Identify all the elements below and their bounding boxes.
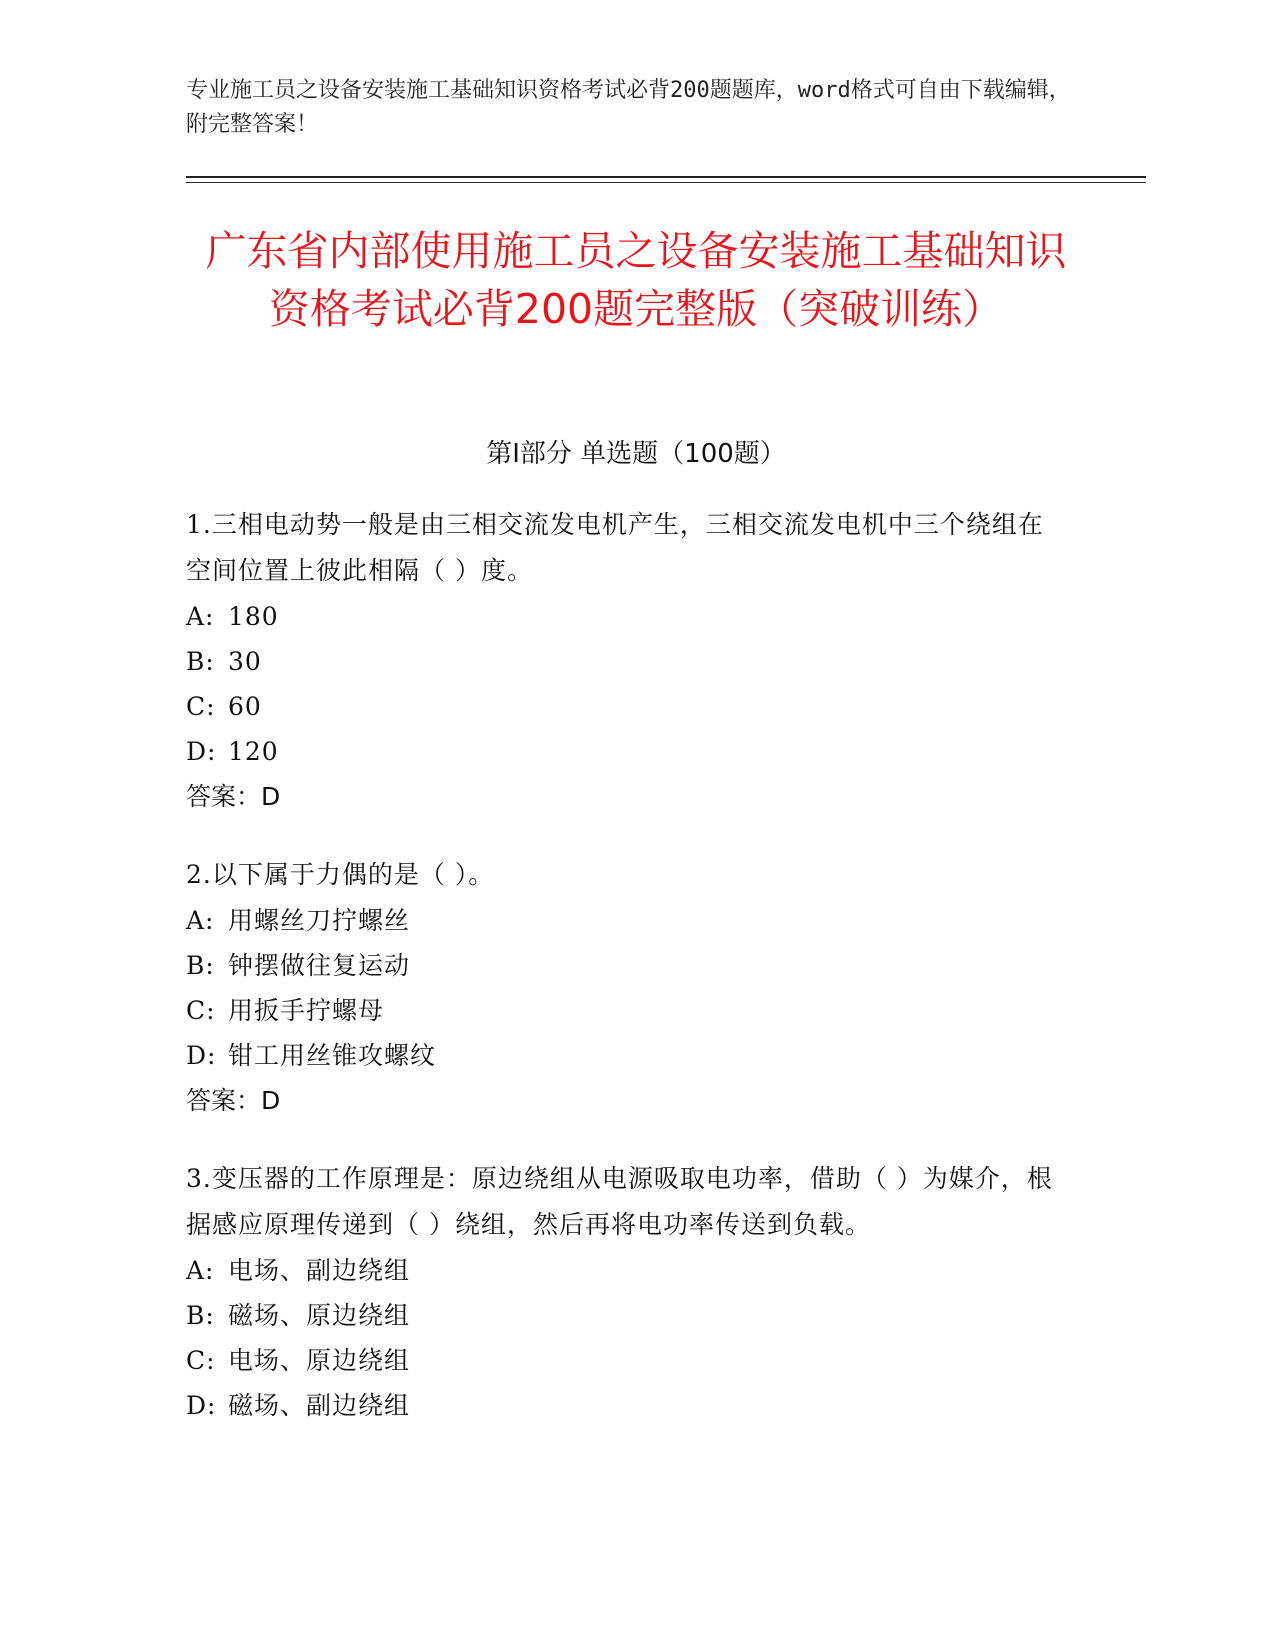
- question-text: 1.三相电动势一般是由三相交流发电机产生，三相交流发电机中三个绕组在空间位置上彼此相隔（ ）度。: [186, 510, 1044, 585]
- option-letter: D:: [186, 737, 217, 766]
- option-text: 30: [228, 647, 262, 676]
- option-text: 用扳手拧螺母: [228, 996, 385, 1025]
- header-note: 专业施工员之设备安装施工基础知识资格考试必背200题题库，word格式可自由下载编辑，附完整答案！: [186, 78, 1071, 137]
- option-letter: A:: [186, 906, 215, 935]
- option-d: [186, 1033, 1066, 1078]
- option-text: 钳工用丝锥攻螺纹: [228, 1041, 437, 1070]
- option-c: [186, 684, 1066, 729]
- option-text: 磁场、副边绕组: [228, 1391, 411, 1420]
- section-heading: 第Ⅰ部分 单选题（100题）: [486, 439, 786, 469]
- option-a: [186, 1248, 1066, 1293]
- option-b: [186, 1293, 1066, 1338]
- option-letter: C:: [186, 996, 216, 1025]
- option-letter: A:: [186, 1256, 215, 1285]
- option-letter: C:: [186, 1346, 216, 1375]
- option-d: [186, 1383, 1066, 1428]
- question-1: [186, 502, 1066, 820]
- answer-line: 答案：D: [186, 782, 281, 811]
- option-text: 60: [228, 692, 262, 721]
- option-text: 磁场、原边绕组: [228, 1301, 411, 1330]
- option-letter: D:: [186, 1041, 217, 1070]
- answer-line: 答案：D: [186, 1086, 281, 1115]
- option-letter: A:: [186, 602, 215, 631]
- question-2: [186, 852, 1066, 1124]
- option-a: [186, 898, 1066, 943]
- option-text: 120: [228, 737, 279, 766]
- header-divider-thin: [186, 182, 1146, 183]
- option-letter: B:: [186, 951, 215, 980]
- option-text: 用螺丝刀拧螺丝: [228, 906, 411, 935]
- option-a: [186, 594, 1066, 639]
- option-text: 电场、原边绕组: [228, 1346, 411, 1375]
- document-title: 广东省内部使用施工员之设备安装施工基础知识资格考试必背200题完整版（突破训练）: [205, 227, 1067, 333]
- option-letter: D:: [186, 1391, 217, 1420]
- question-3: [186, 1156, 1066, 1428]
- question-text: 3.变压器的工作原理是：原边绕组从电源吸取电功率，借助（ ）为媒介，根据感应原理传递到（ ）绕组，然后再将电功率传送到负载。: [186, 1164, 1053, 1239]
- question-text: 2.以下属于力偶的是（ ）。: [186, 860, 495, 889]
- option-letter: C:: [186, 692, 216, 721]
- option-b: [186, 639, 1066, 684]
- option-c: [186, 988, 1066, 1033]
- option-text: 电场、副边绕组: [228, 1256, 411, 1285]
- option-c: [186, 1338, 1066, 1383]
- option-letter: B:: [186, 1301, 215, 1330]
- option-text: 钟摆做往复运动: [228, 951, 411, 980]
- header-divider: [186, 176, 1146, 178]
- option-text: 180: [228, 602, 279, 631]
- option-b: [186, 943, 1066, 988]
- option-d: [186, 729, 1066, 774]
- option-letter: B:: [186, 647, 215, 676]
